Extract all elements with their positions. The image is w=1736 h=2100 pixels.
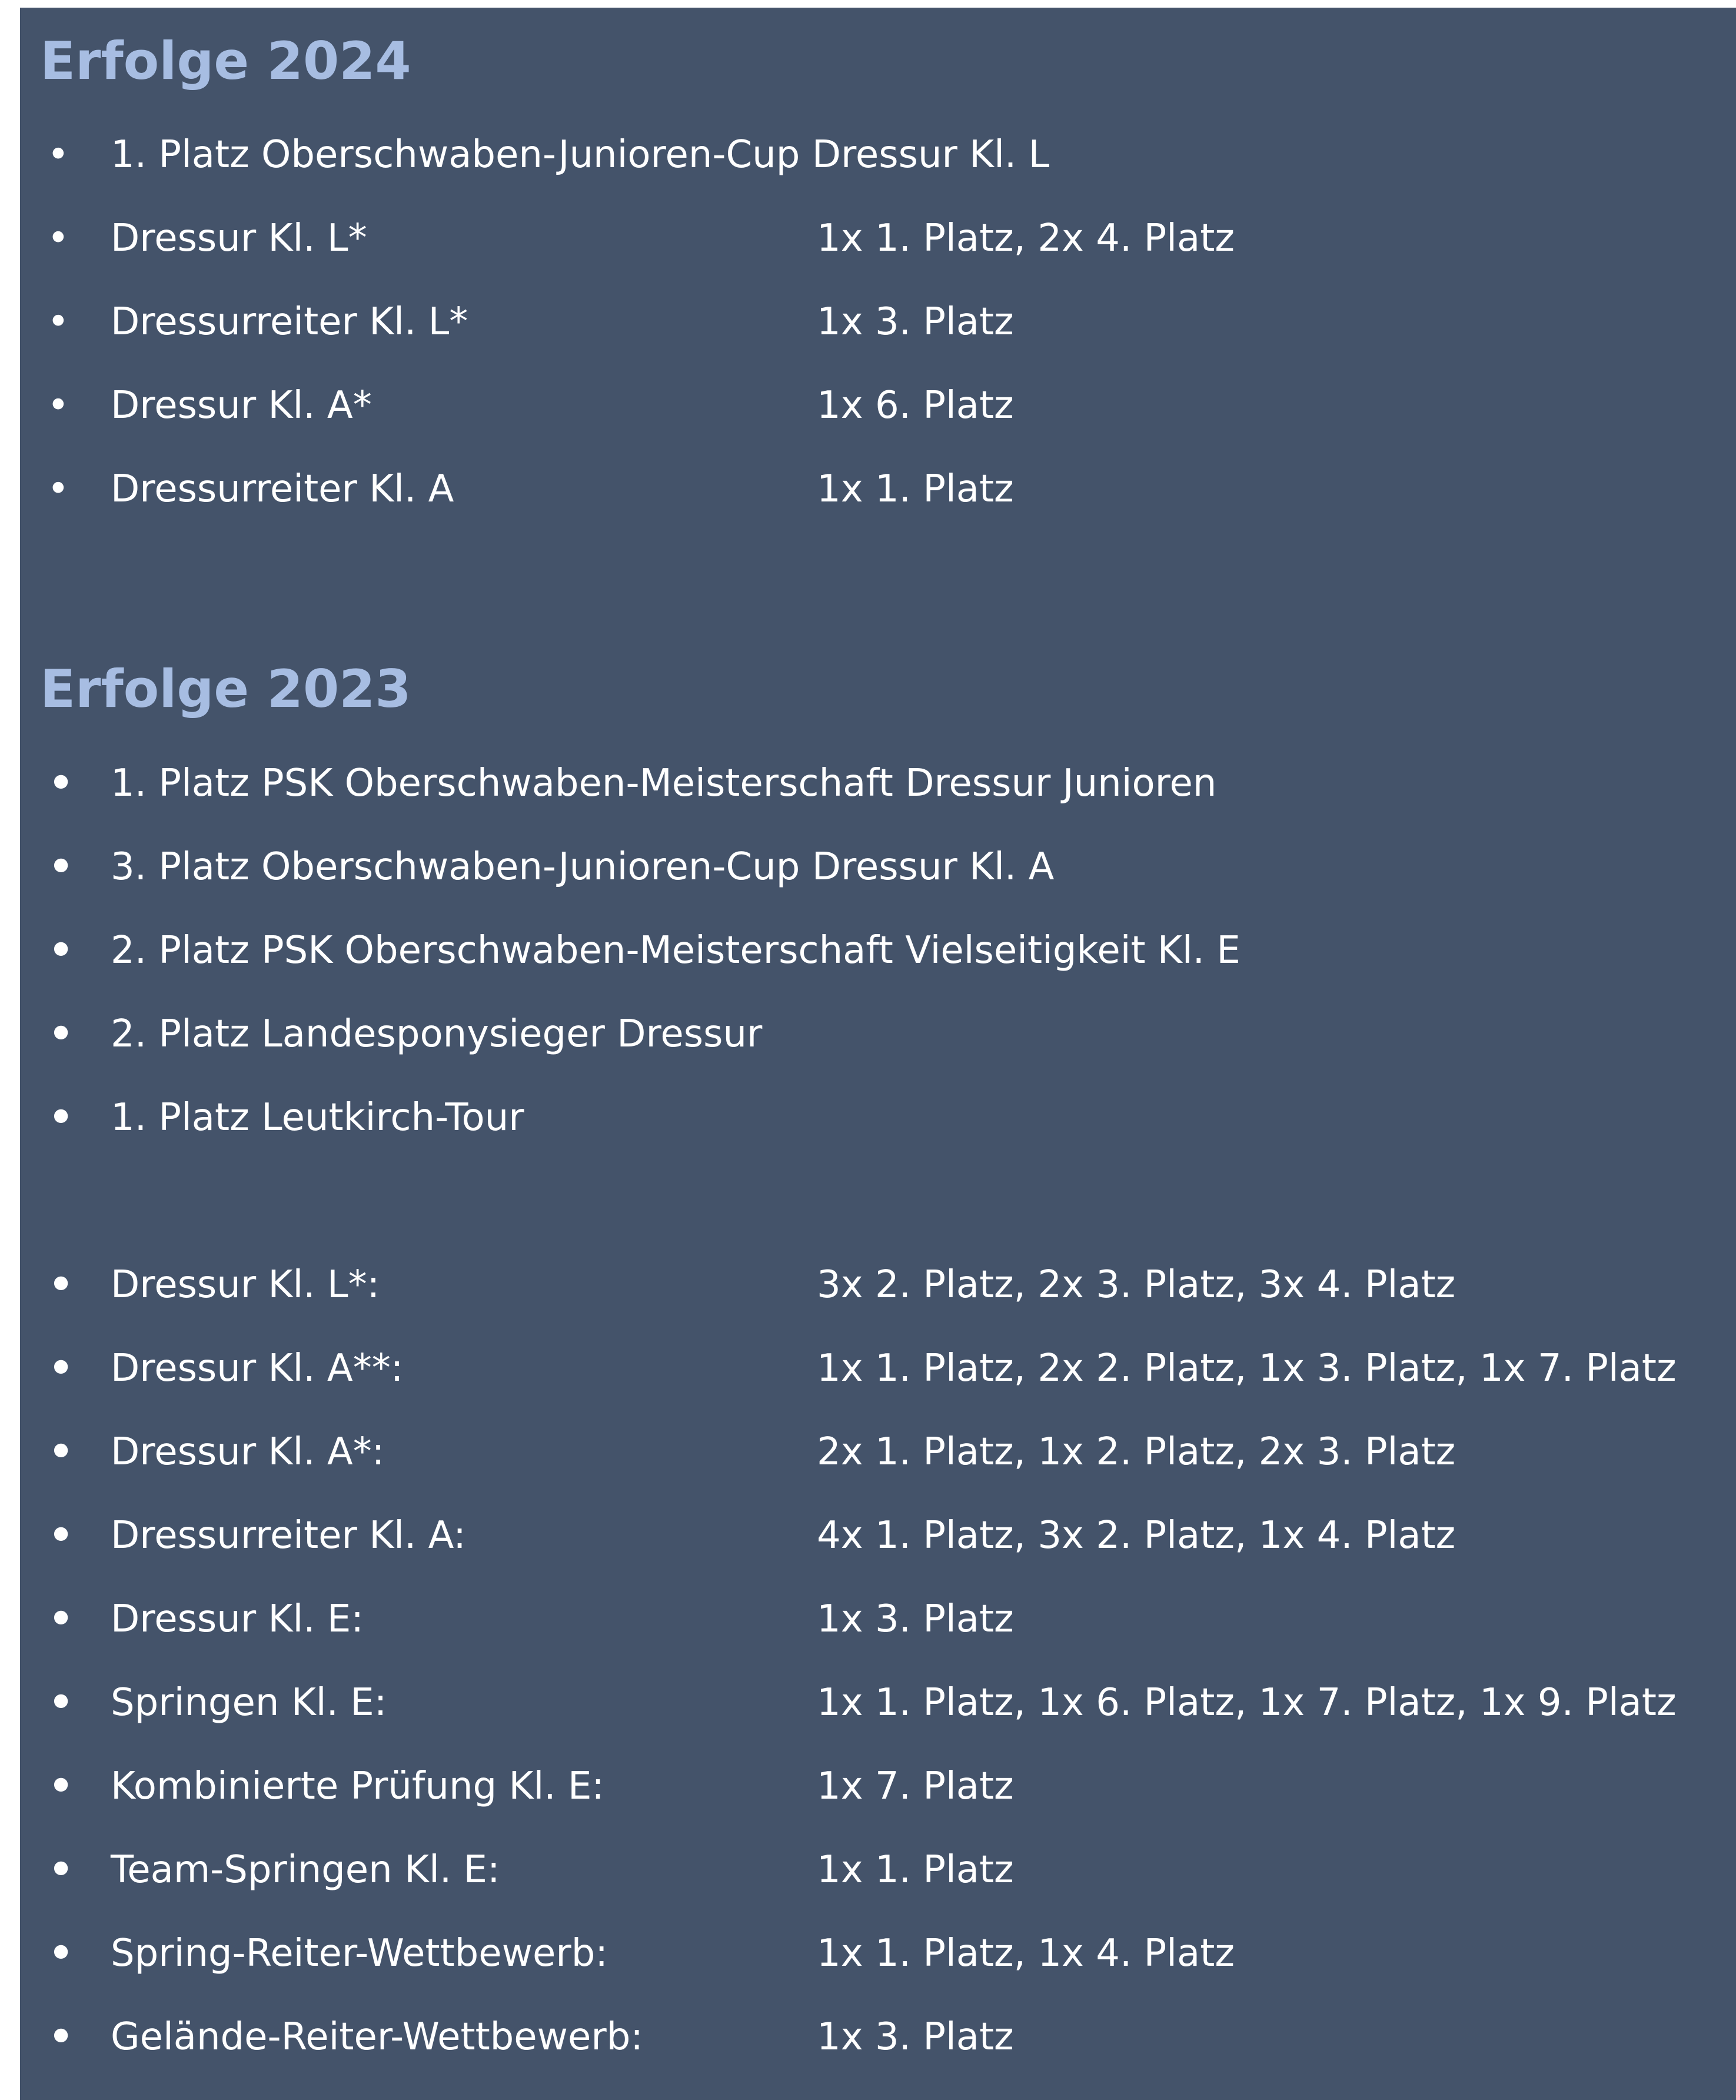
detail-label: Dressur Kl. E: xyxy=(111,1597,364,1641)
section-heading-2023: Erfolge 2023 xyxy=(40,659,411,719)
item-label: Dressur Kl. A* xyxy=(111,384,372,427)
bullet-icon: • xyxy=(47,467,69,511)
detail-value: 4x 1. Platz, 3x 2. Platz, 1x 4. Platz xyxy=(817,1514,1456,1557)
bullet-icon: • xyxy=(47,1508,75,1563)
detail-row xyxy=(20,2008,1736,2066)
list-item xyxy=(20,754,1736,813)
list-item xyxy=(20,209,1736,268)
item-label: 1. Platz PSK Oberschwaben-Meisterschaft Dressur Junioren xyxy=(111,762,1217,805)
list-item xyxy=(20,460,1736,519)
detail-row xyxy=(20,1757,1736,1816)
bullet-icon: • xyxy=(47,923,75,978)
detail-row xyxy=(20,1840,1736,1899)
detail-label: Team-Springen Kl. E: xyxy=(111,1848,500,1892)
bullet-icon: • xyxy=(47,756,75,810)
item-label: Dressur Kl. L* xyxy=(111,217,367,260)
bullet-icon: • xyxy=(47,217,69,260)
detail-row xyxy=(20,1255,1736,1314)
bullet-icon: • xyxy=(47,1759,75,1813)
bullet-icon: • xyxy=(47,1424,75,1479)
bullet-icon: • xyxy=(47,1006,75,1061)
bullet-icon: • xyxy=(47,2009,75,2064)
item-label: 3. Platz Oberschwaben-Junioren-Cup Dressur Kl. A xyxy=(111,845,1055,889)
detail-label: Dressur Kl. L*: xyxy=(111,1263,380,1307)
detail-row xyxy=(20,1506,1736,1565)
detail-value: 1x 1. Platz, 1x 4. Platz xyxy=(817,1932,1235,1975)
bullet-icon: • xyxy=(47,384,69,427)
item-value: 1x 1. Platz xyxy=(817,467,1014,511)
list-item xyxy=(20,1088,1736,1147)
detail-row xyxy=(20,1590,1736,1649)
item-label: 1. Platz Leutkirch-Tour xyxy=(111,1096,524,1139)
item-label: 2. Platz Landesponysieger Dressur xyxy=(111,1012,763,1056)
detail-row xyxy=(20,1423,1736,1481)
detail-value: 1x 1. Platz xyxy=(817,1848,1014,1892)
detail-value: 1x 1. Platz, 1x 6. Platz, 1x 7. Platz, 1x 9. Platz xyxy=(817,1681,1677,1724)
detail-label: Spring-Reiter-Wettbewerb: xyxy=(111,1932,608,1975)
list-item xyxy=(20,293,1736,351)
detail-value: 3x 2. Platz, 2x 3. Platz, 3x 4. Platz xyxy=(817,1263,1456,1307)
detail-value: 1x 1. Platz, 2x 2. Platz, 1x 3. Platz, 1x 7. Platz xyxy=(817,1347,1677,1390)
detail-row xyxy=(20,1673,1736,1732)
list-item xyxy=(20,1005,1736,1064)
item-label: 2. Platz PSK Oberschwaben-Meisterschaft Vielseitigkeit Kl. E xyxy=(111,929,1241,972)
item-value: 1x 6. Platz xyxy=(817,384,1014,427)
bullet-icon: • xyxy=(47,300,69,344)
achievements-panel xyxy=(20,8,1736,2100)
list-item xyxy=(20,125,1736,184)
detail-label: Springen Kl. E: xyxy=(111,1681,387,1724)
bullet-icon: • xyxy=(47,1591,75,1646)
detail-label: Dressur Kl. A**: xyxy=(111,1347,404,1390)
section-heading-2024: Erfolge 2024 xyxy=(40,31,411,91)
item-label: Dressurreiter Kl. A xyxy=(111,467,454,511)
detail-label: Dressur Kl. A*: xyxy=(111,1430,385,1474)
detail-value: 2x 1. Platz, 1x 2. Platz, 2x 3. Platz xyxy=(817,1430,1456,1474)
bullet-icon: • xyxy=(47,1926,75,1981)
detail-label: Kombinierte Prüfung Kl. E: xyxy=(111,1765,604,1808)
item-value: 1x 1. Platz, 2x 4. Platz xyxy=(817,217,1235,260)
detail-row xyxy=(20,1924,1736,1983)
detail-value: 1x 3. Platz xyxy=(817,1597,1014,1641)
bullet-icon: • xyxy=(47,1341,75,1395)
item-label: 1. Platz Oberschwaben-Junioren-Cup Dressur Kl. L xyxy=(111,133,1050,177)
bullet-icon: • xyxy=(47,133,69,177)
list-item xyxy=(20,921,1736,980)
bullet-icon: • xyxy=(47,839,75,894)
detail-value: 1x 3. Platz xyxy=(817,2015,1014,2059)
bullet-icon: • xyxy=(47,1257,75,1312)
item-value: 1x 3. Platz xyxy=(817,300,1014,344)
bullet-icon: • xyxy=(47,1090,75,1145)
list-item xyxy=(20,838,1736,896)
detail-value: 1x 7. Platz xyxy=(817,1765,1014,1808)
detail-row xyxy=(20,1339,1736,1398)
detail-label: Gelände-Reiter-Wettbewerb: xyxy=(111,2015,643,2059)
bullet-icon: • xyxy=(47,1675,75,1730)
list-item xyxy=(20,376,1736,435)
detail-label: Dressurreiter Kl. A: xyxy=(111,1514,466,1557)
item-label: Dressurreiter Kl. L* xyxy=(111,300,468,344)
bullet-icon: • xyxy=(47,1842,75,1897)
